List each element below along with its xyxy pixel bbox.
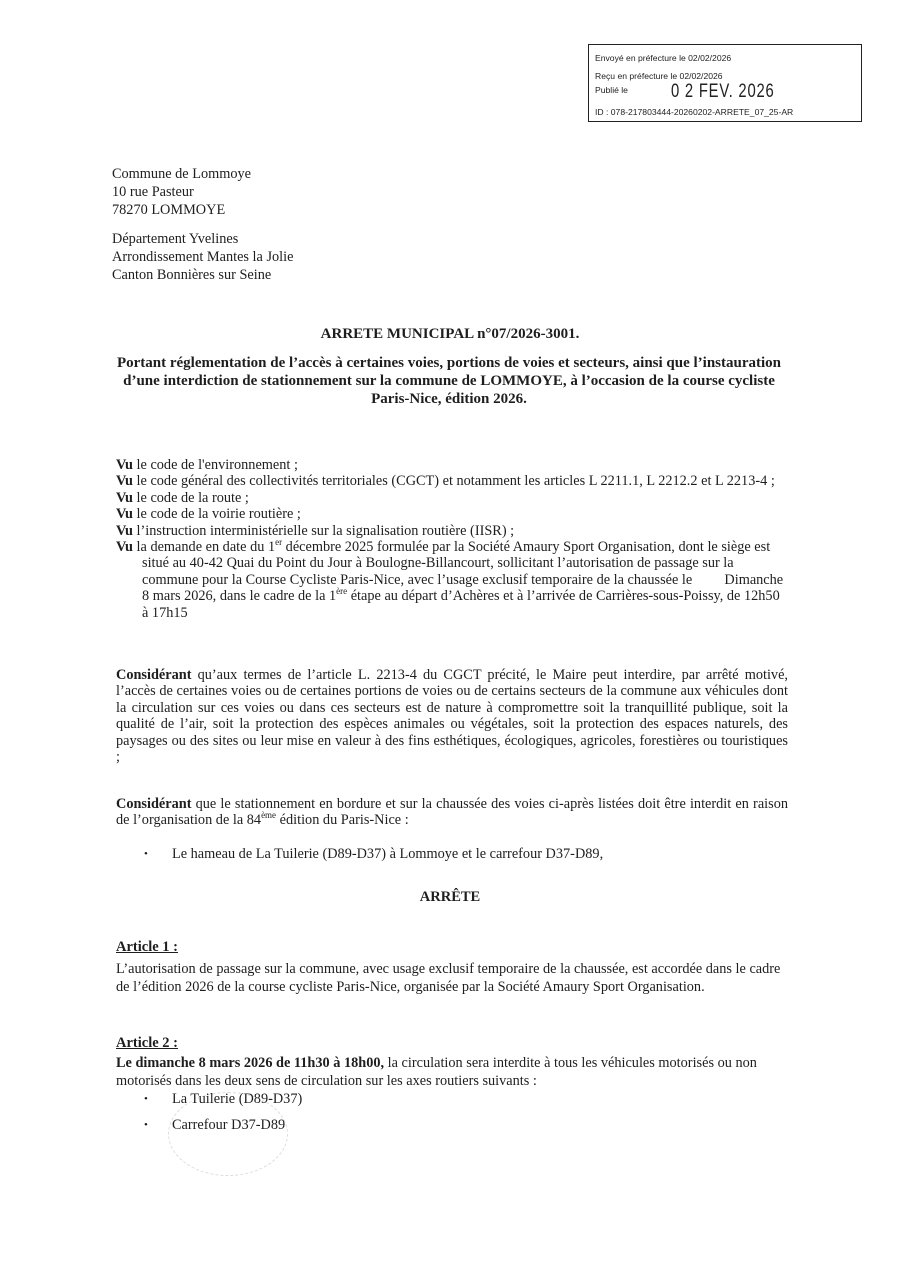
arrete-heading: ARRÊTE [419,889,481,905]
admin-line: Canton Bonnières sur Seine [112,267,272,283]
stamp-id: ID : 078-217803444-20260202-ARRETE_07_25-AR [595,107,794,117]
considerant-2: Considérant que le stationnement en bordure et sur la chaussée des voies ci-après listées doit être interdit en raison de l’organisation de la 84ème édition du Paris-Nice : [116,796,788,829]
article-2-text: Le dimanche 8 mars 2026 de 11h30 à 18h00, la circulation sera interdite à tous les véhicules motorisés ou non motorisés dans les deux sens de circulation sur les axes routiers suivants : [116,1055,757,1089]
vu-item: Vu l’instruction interministérielle sur la signalisation routière (IISR) ; [116,522,515,539]
administrative-info [112,230,293,284]
prefecture-stamp [588,44,862,122]
admin-line: Arrondissement Mantes la Jolie [112,249,294,265]
vu-item-demande: Vu la demande en date du 1er décembre 2025 formulée par la Société Amaury Sport Organisation, dont le siège est situé au 40-42 Quai du Point du Jour à Boulogne-Billancourt, sollicitant l’autorisation de passage sur la commune pour la Course Cycliste Paris-Nice, avec l’usage exclusif temporaire de la chaussée le Dimanche 8 mars 2026, dans le cadre de la 1ère étape au départ d’Achères et à l’arrivée de Carrières-sous-Poissy, de 12h50 à 17h15 [116,537,787,621]
decree-title: ARRETE MUNICIPAL n°07/2026-3001. [320,326,580,342]
stamp-envoye: Envoyé en préfecture le 02/02/2026 [595,53,732,63]
vu-item: Vu le code de l'environnement ; [116,457,298,473]
considerant-label: Considérant [116,667,192,683]
list-item: • La Tuilerie (D89-D37) [144,1090,302,1108]
article-1-heading: Article 1 : [116,939,178,955]
vu-label: Vu [116,489,133,506]
considerant-label: Considérant [116,796,192,812]
vu-item: Vu le code de la voirie routière ; [116,506,301,523]
stamp-recu: Reçu en préfecture le 02/02/2026 [595,71,723,81]
address-line: Commune de Lommoye [112,166,251,182]
address-line: 78270 LOMMOYE [112,202,226,218]
vu-label: Vu [116,539,133,556]
article-2-date: Le dimanche 8 mars 2026 de 11h30 à 18h00, [116,1055,385,1071]
vu-label: Vu [116,473,133,490]
vu-item: Vu le code général des collectivités territoriales (CGCT) et notamment les articles L 2211.1, L 2212.2 et L 2213-4 ; [116,473,775,490]
stamp-publie-label: Publié le [595,85,628,95]
list-item: • Carrefour D37-D89 [144,1116,302,1134]
vu-label: Vu [116,457,133,473]
considerant-1: Considérant qu’aux termes de l’article L. 2213-4 du CGCT précité, le Maire peut interdire, par arrêté motivé, l’accès de certaines voies ou de certaines portions de voies ou de certains secteurs de la commune aux véhicules dont la circulation sur ces voies ou dans ces secteurs est de nature à compromettre soit la tranquillité publique, soit la qualité de l’air, soit la protection des espèces animales ou végétales, soit la protection des espaces naturels, des paysages ou des sites ou leur mise en valeur à des fins esthétiques, écologiques, agricoles, forestières ou touristiques ; [116,667,788,766]
vu-label: Vu [116,522,133,539]
admin-line: Département Yvelines [112,231,239,247]
article-2-heading: Article 2 : [116,1035,178,1051]
vu-list [116,457,786,621]
parking-ban-list [144,845,603,863]
sender-address [112,165,251,219]
vu-item: Vu le code de la route ; [116,489,249,506]
list-item: • Le hameau de La Tuilerie (D89-D37) à Lommoye et le carrefour D37-D89, [144,845,603,863]
vu-label: Vu [116,506,133,523]
article-1-text: L’autorisation de passage sur la commune, avec usage exclusif temporaire de la chaussée, est accordée dans le cadre de l’édition 2026 de la course cycliste Paris-Nice, organisée par la Société Amaury Sport Organisation. [116,961,781,995]
stamp-publie-date: 0 2 FEV. 2026 [671,81,775,102]
faint-seal-showthrough [168,1092,288,1176]
decree-subtitle: Portant réglementation de l’accès à certaines voies, portions de voies et secteurs, ainsi que l’instauration d’une interdiction de stationnement sur la commune de LOMMOYE, à l’occasion de la course cycliste Paris-Nice, édition 2026. [116,355,782,407]
address-line: 10 rue Pasteur [112,184,194,200]
